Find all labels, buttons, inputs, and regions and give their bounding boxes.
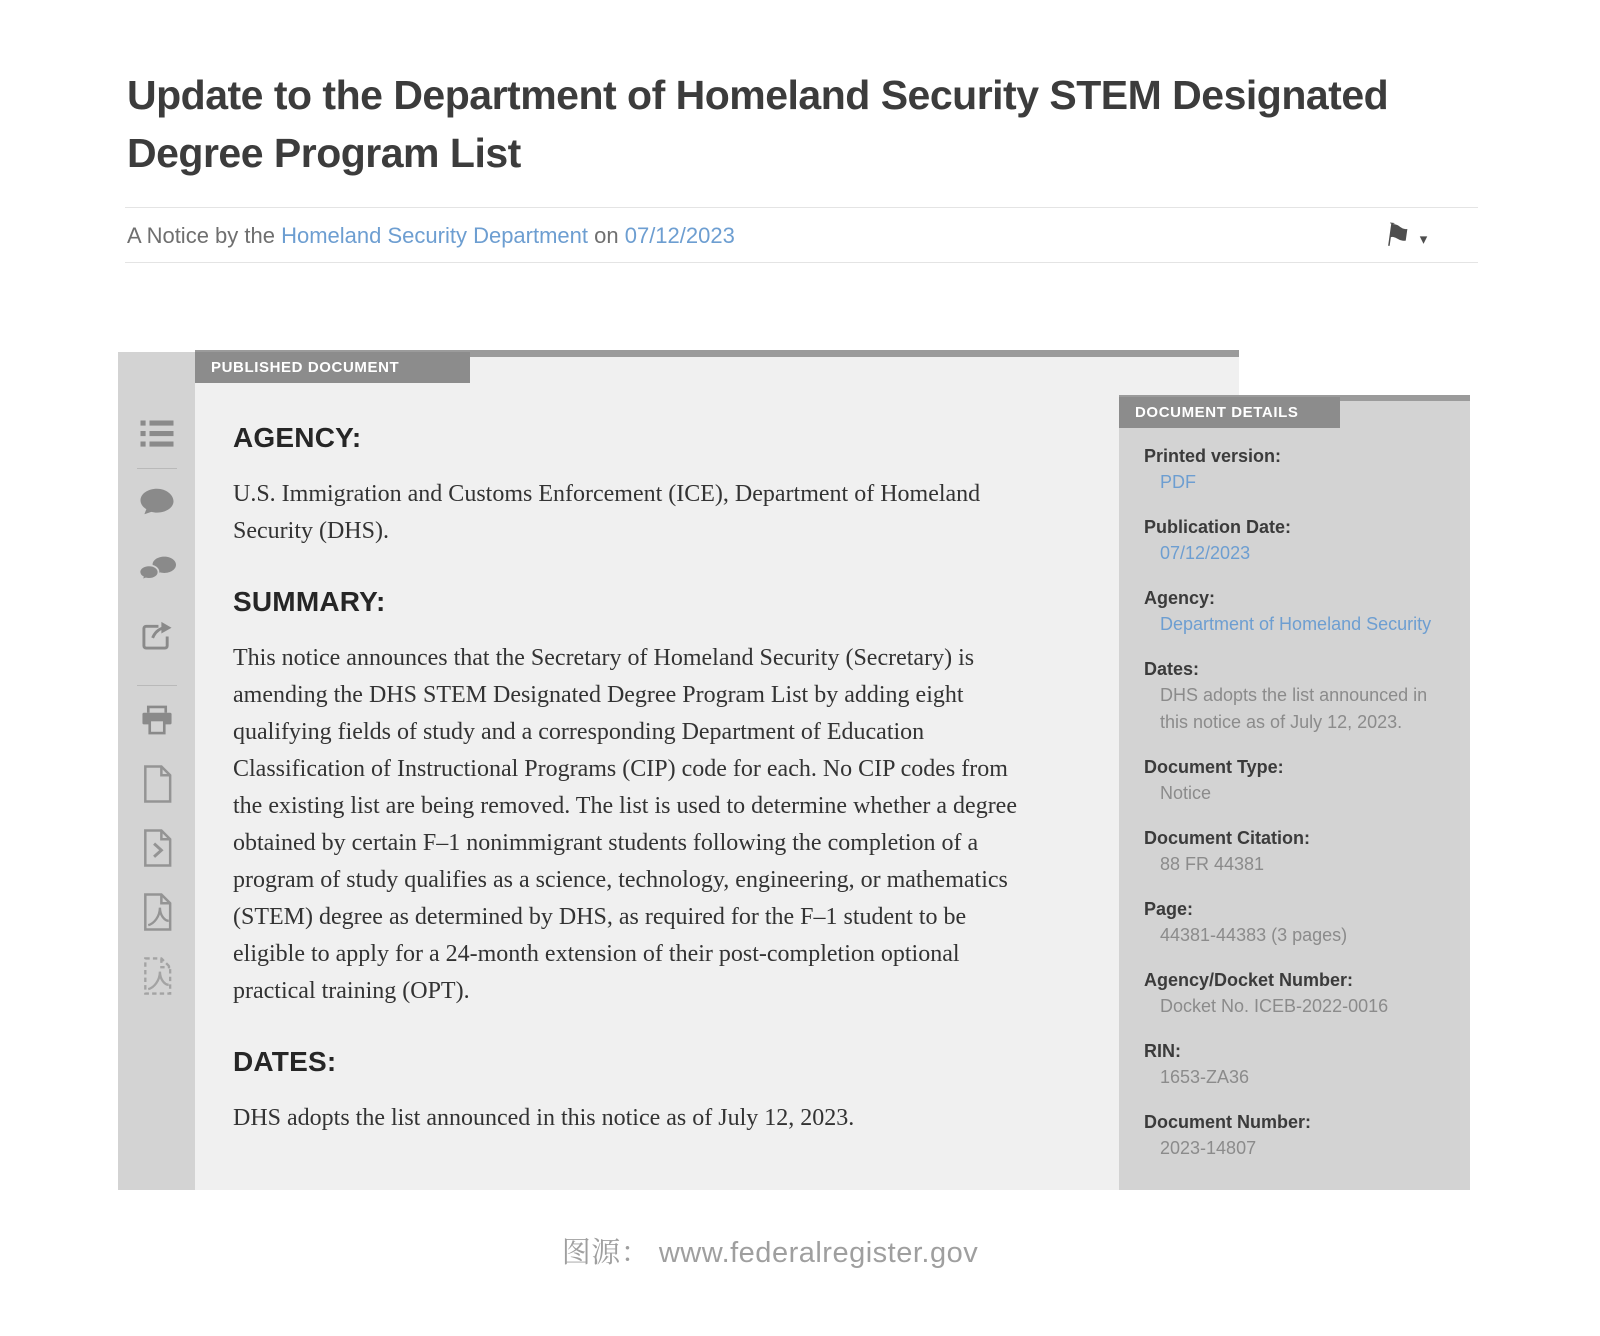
chevron-down-icon: ▾ (1419, 231, 1428, 248)
share-icon[interactable] (135, 615, 179, 655)
header-divider-top (125, 207, 1478, 208)
detail-label: Document Citation: (1144, 828, 1310, 848)
header-divider-bottom (125, 262, 1478, 263)
document-details-panel (1119, 395, 1470, 1190)
detail-value: DHS adopts the list announced in this notice as of July 12, 2023. (1160, 685, 1428, 732)
pdf-link[interactable]: PDF (1160, 472, 1196, 492)
document-details-list (1144, 443, 1454, 1180)
detail-value: 1653-ZA36 (1160, 1067, 1250, 1087)
byline-middle: on (588, 223, 625, 248)
dates-section (233, 1046, 1043, 1137)
document-body (233, 422, 1043, 1137)
flag-icon: ⚑ (1380, 216, 1415, 256)
detail-value: Docket No. ICEB-2022-0016 (1160, 996, 1389, 1016)
bookmark-flag-button[interactable] (1380, 214, 1455, 258)
agency-link[interactable]: Homeland Security Department (281, 223, 589, 248)
published-document-panel (195, 350, 1239, 1190)
detail-item-printed-version (1144, 443, 1454, 496)
detail-value: Notice (1160, 783, 1212, 803)
byline-prefix: A Notice by the (127, 223, 282, 248)
detail-label: Document Type: (1144, 757, 1284, 777)
agency-section (233, 422, 1043, 550)
detail-item-rin (1144, 1038, 1454, 1091)
section-body: This notice announces that the Secretary of Homeland Security (Secretary) is amending the DHS STEM Designated Degree Program List by adding eight qualifying fields of study and a corresponding Department of Education Classification of Instructional Programs (CIP) code for each. No CIP codes from the existing list are being removed. The list is used to determine whether a degree obtained by certain F–1 nonimmigrant students following the completion of a program of study qualifies as a science, technology, engineering, or mathematics (STEM) degree as determined by DHS, as required for the F–1 student to be eligible to apply for a 24-month extension of their post-completion optional practical training (OPT). (233, 645, 1017, 1004)
detail-label: Printed version: (1144, 446, 1282, 466)
detail-item-agency (1144, 585, 1454, 638)
detail-label: Agency: (1144, 588, 1216, 608)
comments-icon[interactable] (135, 549, 179, 589)
section-heading: DATES: (233, 1046, 337, 1077)
detail-label: Dates: (1144, 659, 1200, 679)
publication-date-link[interactable]: 07/12/2023 (1160, 543, 1251, 563)
document-details-tab: DOCUMENT DETAILS (1119, 397, 1340, 428)
pdf-document-icon[interactable] (135, 892, 179, 932)
detail-label: RIN: (1144, 1041, 1181, 1061)
detail-item-dates (1144, 656, 1454, 736)
agency-link[interactable]: Department of Homeland Security (1160, 614, 1432, 634)
section-body: U.S. Immigration and Customs Enforcement (ICE), Department of Homeland Security (DHS). (233, 481, 981, 544)
byline (127, 221, 735, 251)
xml-document-icon[interactable] (135, 828, 179, 868)
detail-label: Publication Date: (1144, 517, 1292, 537)
detail-label: Document Number: (1144, 1112, 1312, 1132)
detail-item-document-type (1144, 754, 1454, 807)
published-document-tab: PUBLISHED DOCUMENT (195, 352, 470, 383)
document-icon[interactable] (135, 764, 179, 804)
section-body: DHS adopts the list announced in this notice as of July 12, 2023. (233, 1105, 855, 1131)
comment-icon[interactable] (135, 483, 179, 523)
toc-list-icon[interactable] (135, 414, 179, 454)
detail-item-page (1144, 896, 1454, 949)
detail-item-publication-date (1144, 514, 1454, 567)
source-watermark: 图源： www.federalregister.gov (561, 1237, 979, 1269)
section-heading: AGENCY: (233, 422, 362, 453)
detail-value: 2023-14807 (1160, 1138, 1257, 1158)
pdf-dashed-document-icon[interactable] (135, 956, 179, 996)
section-heading: SUMMARY: (233, 586, 386, 617)
detail-value: 44381-44383 (3 pages) (1160, 925, 1348, 945)
toolbar-divider (137, 468, 177, 469)
publication-date-link[interactable]: 07/12/2023 (624, 223, 735, 248)
detail-label: Page: (1144, 899, 1194, 919)
detail-item-document-number (1144, 1109, 1454, 1162)
summary-section (233, 586, 1043, 1010)
detail-label: Agency/Docket Number: (1144, 970, 1354, 990)
detail-item-docket-number (1144, 967, 1454, 1020)
page-title: Update to the Department of Homeland Security STEM Designated Degree Program List (127, 72, 1389, 177)
detail-value: 88 FR 44381 (1160, 854, 1265, 874)
print-icon[interactable] (135, 700, 179, 740)
document-toolbar (118, 352, 195, 1190)
detail-item-document-citation (1144, 825, 1454, 878)
toolbar-divider (137, 685, 177, 686)
